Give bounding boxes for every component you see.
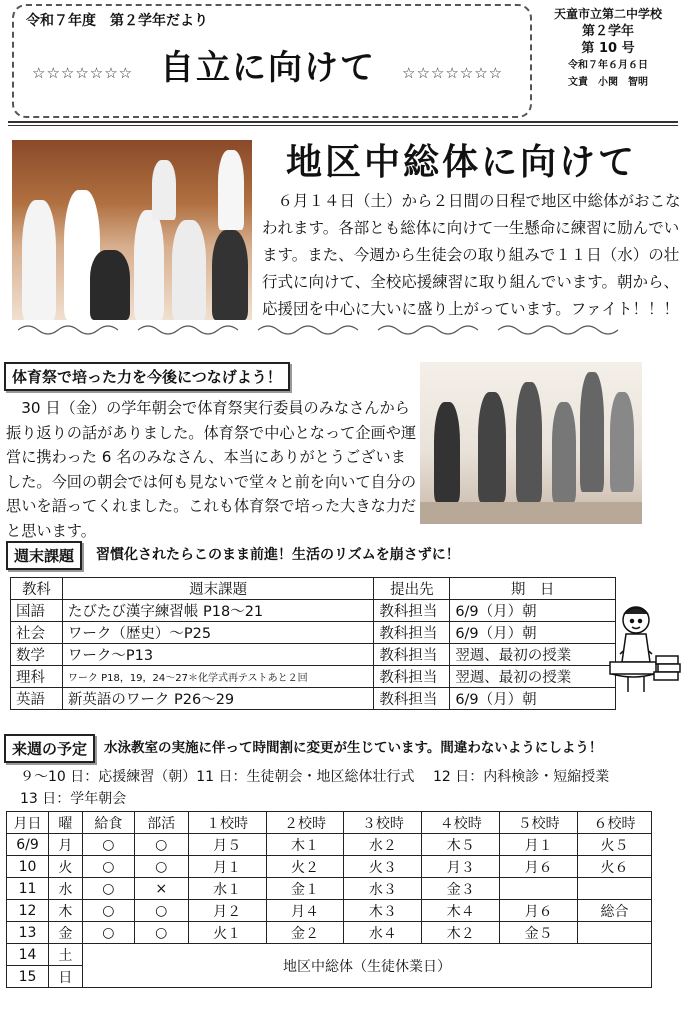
schedule-line: 13 日：学年朝会 — [20, 791, 127, 807]
table-header-row — [11, 578, 616, 600]
period-cell: 木２ — [422, 922, 500, 944]
weekday-cell: 水 — [48, 878, 82, 900]
due-cell: 6/9（月）朝 — [450, 600, 616, 622]
club-cell: ○ — [134, 856, 188, 878]
table-row — [7, 856, 652, 878]
lunch-cell: ○ — [82, 856, 134, 878]
weekday-cell: 火 — [48, 856, 82, 878]
period-cell: 木３ — [344, 900, 422, 922]
task-cell: 新英語のワーク P26～29 — [62, 688, 373, 710]
period-cell: 水２ — [344, 834, 422, 856]
section-heading: 体育祭で培った力を今後につなげよう！ — [4, 362, 290, 391]
student-reading-illustration — [606, 600, 682, 696]
column-header: ２校時 — [266, 812, 344, 834]
period-cell: 月３ — [422, 856, 500, 878]
period-cell: 水１ — [188, 878, 266, 900]
period-cell: 火１ — [188, 922, 266, 944]
submit-to-cell: 教科担当 — [374, 644, 450, 666]
decorative-border — [18, 322, 638, 340]
table-row — [11, 666, 616, 688]
divider — [8, 121, 678, 123]
homework-table — [10, 577, 616, 710]
table-row — [11, 688, 616, 710]
table-row — [7, 900, 652, 922]
article-body: ６月１４日（土）から２日間の日程で地区中総体がおこなわれます。各部とも総体に向けて一生懸命に練習に励んでいます。また、今週から生徒会の取り組みで１１日（水）の壮行式に向けて、全校応援練習に取り組んでいます。朝から、応援団を中心に大いに盛り上がっています。ファイト！！！ — [262, 192, 681, 318]
newsletter-year-title: 令和７年度 第２学年だより — [26, 13, 208, 29]
table-row — [7, 834, 652, 856]
issue-number: 第 10 号 — [581, 41, 635, 56]
subject-cell: 理科 — [11, 666, 63, 688]
column-header: 曜 — [48, 812, 82, 834]
issue-info — [538, 6, 678, 91]
period-cell: 総合 — [578, 900, 652, 922]
grade-label: 第２学年 — [581, 24, 634, 39]
column-header: 教科 — [11, 578, 63, 600]
club-cell: ○ — [134, 900, 188, 922]
task-cell: ワーク（歴史）～P25 — [62, 622, 373, 644]
table-row — [7, 944, 652, 966]
period-cell: 月４ — [266, 900, 344, 922]
due-cell: 6/9（月）朝 — [450, 688, 616, 710]
weekday-cell: 木 — [48, 900, 82, 922]
date-cell: 12 — [7, 900, 49, 922]
cheer-practice-photo — [12, 140, 252, 320]
tournament-merged-cell: 地区中総体（生徒休業日） — [82, 944, 651, 988]
period-cell: 月１ — [188, 856, 266, 878]
section-body: 30 日（金）の学年朝会で体育祭実行委員のみなさんから振り返りの話がありました。体育祭で中心となって企画や運営に携わった 6 名のみなさん、本当にありがとうございました。今回の朝会では何も見ないで堂々と前を向いて自分の思いを語ってくれました。これも体育祭で培った大きな力だと思います。 — [6, 399, 417, 540]
task-cell: たびたび漢字練習帳 P18～21 — [62, 600, 373, 622]
club-cell: ○ — [134, 834, 188, 856]
period-cell: 火３ — [344, 856, 422, 878]
author: 文責 小関 智明 — [568, 77, 648, 88]
period-cell: 月５ — [188, 834, 266, 856]
column-header: 期 日 — [450, 578, 616, 600]
table-row — [11, 622, 616, 644]
divider — [8, 125, 678, 126]
period-cell: 火５ — [578, 834, 652, 856]
lunch-cell: ○ — [82, 922, 134, 944]
period-cell: 金３ — [422, 878, 500, 900]
subject-cell: 数学 — [11, 644, 63, 666]
morning-assembly-photo — [420, 362, 642, 524]
period-cell: 月６ — [500, 856, 578, 878]
submit-to-cell: 教科担当 — [374, 600, 450, 622]
period-cell: 月１ — [500, 834, 578, 856]
period-cell: 金５ — [500, 922, 578, 944]
table-row — [11, 644, 616, 666]
lunch-cell: ○ — [82, 878, 134, 900]
period-cell: 木４ — [422, 900, 500, 922]
date-cell: 14 — [7, 944, 49, 966]
period-cell: 水４ — [344, 922, 422, 944]
column-header: ５校時 — [500, 812, 578, 834]
timetable — [6, 811, 652, 988]
subject-cell: 英語 — [11, 688, 63, 710]
newsletter-title: 自立に向けて — [160, 48, 376, 88]
submit-to-cell: 教科担当 — [374, 666, 450, 688]
table-header-row — [7, 812, 652, 834]
weekday-cell: 月 — [48, 834, 82, 856]
schedule-notes — [20, 766, 680, 810]
period-cell: 木１ — [266, 834, 344, 856]
date-cell: 13 — [7, 922, 49, 944]
weekday-cell: 日 — [48, 966, 82, 988]
column-header: ６校時 — [578, 812, 652, 834]
date-cell: 11 — [7, 878, 49, 900]
table-row — [11, 600, 616, 622]
period-cell — [578, 922, 652, 944]
period-cell: 月６ — [500, 900, 578, 922]
subject-cell: 国語 — [11, 600, 63, 622]
issue-date: 令和７年６月６日 — [568, 60, 648, 71]
column-header: 部活 — [134, 812, 188, 834]
club-cell: ○ — [134, 922, 188, 944]
date-cell: 10 — [7, 856, 49, 878]
task-cell: ワーク～P13 — [62, 644, 373, 666]
lunch-cell: ○ — [82, 900, 134, 922]
table-row — [7, 878, 652, 900]
weekday-cell: 土 — [48, 944, 82, 966]
period-cell: 火２ — [266, 856, 344, 878]
next-week-subtitle: 水泳教室の実施に伴って時間割に変更が生じています。間違わないようにしよう！ — [104, 740, 603, 756]
period-cell: 木５ — [422, 834, 500, 856]
column-header: ４校時 — [422, 812, 500, 834]
homework-heading: 週末課題 — [6, 541, 82, 570]
period-cell: 金２ — [266, 922, 344, 944]
stars-left: ☆☆☆☆☆☆☆ — [32, 64, 134, 82]
homework-subtitle: 習慣化されたらこのまま前進！生活のリズムを崩さずに！ — [96, 547, 460, 563]
period-cell: 火６ — [578, 856, 652, 878]
column-header: 月日 — [7, 812, 49, 834]
due-cell: 6/9（月）朝 — [450, 622, 616, 644]
period-cell — [500, 878, 578, 900]
schedule-line: ９～10 日：応援練習（朝）11 日：生徒朝会・地区総体壮行式 12 日：内科検診・短縮授業 — [20, 769, 610, 785]
column-header: 給食 — [82, 812, 134, 834]
stars-right: ☆☆☆☆☆☆☆ — [402, 64, 504, 82]
column-header: １校時 — [188, 812, 266, 834]
task-cell: ワーク P18，19，24～27＊化学式再テストあと２回 — [62, 666, 373, 688]
date-cell: 15 — [7, 966, 49, 988]
school-name: 天童市立第二中学校 — [553, 7, 662, 21]
submit-to-cell: 教科担当 — [374, 622, 450, 644]
date-cell: 6/9 — [7, 834, 49, 856]
column-header: 提出先 — [374, 578, 450, 600]
period-cell: 水３ — [344, 878, 422, 900]
lunch-cell: ○ — [82, 834, 134, 856]
period-cell: 金１ — [266, 878, 344, 900]
club-cell: × — [134, 878, 188, 900]
column-header: ３校時 — [344, 812, 422, 834]
article-title: 地区中総体に向けて — [286, 142, 638, 183]
table-row — [7, 922, 652, 944]
next-week-heading: 来週の予定 — [4, 734, 95, 763]
weekday-cell: 金 — [48, 922, 82, 944]
submit-to-cell: 教科担当 — [374, 688, 450, 710]
column-header: 週末課題 — [62, 578, 373, 600]
due-cell: 翌週、最初の授業 — [450, 644, 616, 666]
subject-cell: 社会 — [11, 622, 63, 644]
due-cell: 翌週、最初の授業 — [450, 666, 616, 688]
period-cell: 月２ — [188, 900, 266, 922]
period-cell — [578, 878, 652, 900]
